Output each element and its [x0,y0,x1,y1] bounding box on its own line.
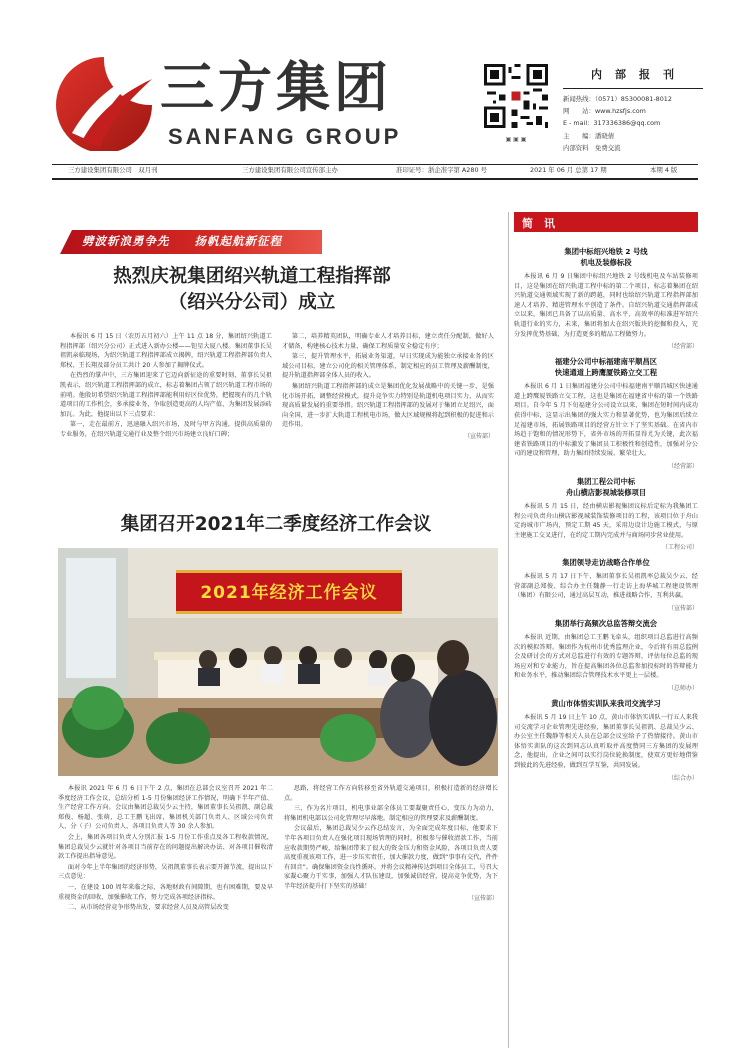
brief-body: 本报讯 6 月 1 日集团福建分公司中标福建南平顺昌城区快速通道上跨鹰厦铁路立交工程，这也是集团在福建省中标的第一个铁路项目。自今年 5 月下旬福建分公司设立以来，集团在短时间内成功获得中标，这显示出集团的强大实力和显著优势，也为集团后续立足福建市场，拓展铁路项目的经营方针立下了坚实基础。在省内市场趋于饱和的情况形势下，省外市场的开拓显得尤为关键，此次福建省铁路项目的中标激发了集团员工积极性和创造性，加强对分公司的建设和管理，助力集团持续发展、繁荣壮大。 [514,383,698,458]
article1-title-line1: 热烈庆祝集团绍兴轨道工程指挥部 [113,266,391,287]
sidebar-divider [508,212,509,1048]
brief-body: 本报讯 5 月 19 日上午 10 点，黄山市体悟实训队一行五人来我司交流学习企业管理先进经验，集团董事长吴祖凯、总裁吴少云、办公室主任魏静等相关人员在总部会议室给予了热情接待。黄山市体悟实训队的这次到同志认真听取并高度赞同三方集团的发展理念，他提出，企业之间可以实行岗位轮换制度，使双方更好地借鉴到彼此的先进经验，做到互学互鉴，共同发展。 [514,714,698,769]
meeting-photo [58,548,498,776]
article1-paragraph: 第一，走在最前方，迅速融入绍兴市场，及时与甲方沟通，提供高质量的专业服务，在绍兴轨道交通行业及整个绍兴市场建立良好口碑； [60,421,272,438]
rule-top [52,164,698,165]
brief-body: 本报讯 6 月 9 日集团中标绍兴地铁 2 号线机电及车站装修项目，这是集团在绍兴轨道工程中标的第二个项目，标志着集团在绍兴轨道交通领域实现了新的跨越，同时也给绍兴轨道工程指挥部加速人才培养、精进管理水平创造了条件。自绍兴轨道交通指挥部成立以来，集团已具备了以高质量、高水平、高效率的标准进军绍兴轨道行业的实力，未来，集团将加大在绍兴版块的挖掘和投入，充分发挥优势基础，为打造更多的精品工程做努力。 [514,273,698,338]
hotline: 新闻热线：（0571）85300081-8012 [563,95,672,103]
article1-paragraph: 第二，培养精英团队，明确专业人才培养目标，建立责任分配制，做好人才储备，构建核心技术力量，确保工程质量安全稳定有序； [282,333,494,350]
brief-item [514,698,698,782]
article1-author: （宣传部） [463,432,494,440]
brief-author: （宣传部） [667,605,698,613]
sidebar-header [514,212,698,232]
info-sponsor: 三方建设集团有限公司 双月刊 [68,166,158,174]
website: 网 站：www.hzsfjs.com [563,107,646,116]
article1-paragraph: 第三，提升管理水平，拓展业务渠道，早日实现成为能独立承接业务的区域公司目标，建立公司化的相关管理体系，制定相应的员工管理及薪酬制度，提升轨道指挥部全体人员的收入。 [282,353,494,380]
brief-body: 本报讯 5 月 15 日，经由横店影视集团议标后定标为我集团工程公司负责舟山横店影视城装饰装修项目的工程，该项目位于舟山定海城市广场内，预定工期 45 天，采用边设计边施工模式，与原主建施工交叉进行，在约定工期内完成并与商场同步营业使用。 [514,502,698,539]
article2-col1 [58,784,273,914]
article2-paragraph: 面对今年上半年集团的经济形势，吴祖凯董事长表示要开源节流，提出以下三点意见： [58,863,273,881]
brief-item [514,246,698,350]
article1-paragraph: 本报讯 6 月 15 日（农历五月初六）上午 11 点 18 分，集团绍兴轨道工程指挥部（绍兴分公司）正式进入新办公楼——钜星大厦八楼。集团董事长吴祖凯亲临现场，为绍兴轨道工程指挥部成立揭牌，绍兴轨道工程指挥部负责人郑权、王长翔及部分员工共计 20 人参加了揭牌仪式。 [60,333,272,369]
email: E - mail：317336386@qq.com [563,119,661,128]
meeting-banner-text: 2021年经济工作会议 [200,583,378,603]
article1-col1 [60,332,272,441]
brief-author: （工程公司） [661,544,698,552]
brief-author: （综合办） [667,774,698,782]
article1-paragraph: 在热烈的掌声中，三方集团迎来了它迈向新征途的重要时刻，董事长吴祖凯表示，绍兴轨道工程指挥部的成立，标志着集团占领了绍兴轨道工程市场的前哨。他殷切希望绍兴轨道工程指挥部能利用好区位优势，把握现有的几个轨道项目的工作机会，多承接业务，争取创造更高的人均产值，为集团发展添砖加瓦。为此，他提出以下三点要求： [60,372,272,418]
brief-author: （总师办） [667,685,698,693]
slogan-text: 劈波斩浪勇争先 扬帆起航新征程 [82,234,282,248]
company-logo [52,55,157,151]
article2-col2 [284,784,498,903]
article2-author: （宣传部） [467,894,498,902]
brief-body: 本报讯 5 月 17 日下午，集团董事长吴祖凯率总裁吴少云、经营部副总郑俊、综合办主任魏静一行走访上海华城工程建设管理（集团）有限公司，通过高层互动，推进战略合作，互利共赢。 [514,573,698,600]
brief-title: 集团举行高频次总监答辩交流会 [554,619,658,629]
paper-title: 内 部 报 刊 [591,68,675,81]
brief-title: 黄山市体悟实训队来我司交流学习 [551,699,661,709]
article2-paragraph: 会议最后，集团总裁吴少云作总结发言，为全面完成年度目标，他要求下半年各项目负责人在强化项目现场管理的同时，积极参与催收清款工作，当前应收款期势严峻，给集团带来了很大的资金压力和资金风险，各项目负责人要高度重视该项工作，进一步压实责任，加大催款力度，做到“事事有交代，件件有回音”。确保集团资金良性循环，并将会议精神传达到项目全体员工，号召大家凝心聚力干实事，加强人才队伍建设，加强诚信经营，提高竞争优势，为下半年经济提升打下坚实的基础！ [284,825,498,890]
qr-code: ▣ ▣ ▣ [484,64,548,146]
masthead-title-cn: 三方集团 [160,56,392,119]
info-organizer: 三方建设集团有限公司宣传部主办 [242,166,338,174]
article1-col2 [282,332,494,442]
editor: 主 编：潘晓倩 [563,131,615,140]
brief-title: 集团工程公司中标 舟山横店影视城装修项目 [565,476,647,497]
article2-paragraph: 思路，将经营工作方向转移至省外轨道交通项目，积极打造新的经济增长点。 [284,785,498,802]
masthead-info [563,66,703,154]
info-date: 2021 年 06 月 总第 17 期 [530,166,607,174]
article2-paragraph: 本报讯 2021 年 6 月 6 日下午 2 点，集团在总部会议室召开 2021 年二季度经济工作会议，总结分析 1-5 月份集团经济工作情况，明确下半年产值、生产经营工作方向。会议由集团总裁吴少云主持，集团董事长吴祖凯、副总裁郑俊、杨超、张萌，总工王鹏飞出席，集团机关部门负责人、区域公司负责人、分（子）公司负责人、各项目负责人等 30 余人参加。 [58,785,273,831]
brief-title: 福建分公司中标福建南平顺昌区 快速通道上跨鹰厦铁路立交工程 [554,357,658,378]
internal-note: 内部资料 免费交流 [563,143,621,152]
slogan-banner [60,230,322,254]
sidebar-header-label: 简 讯 [522,217,555,230]
rule-bottom [52,178,698,180]
brief-body: 本报讯 近期，由集团总工王鹏飞牵头，组织项目总监进行高频次的模拟答辩。集团作为杭州市优秀监理企业，今后将有用总监例会及研讨会的方式对总监进行有效的专题答辩，评估每位总监的现场应对和专业能力，旨在提高集团各位总监参加投标时的答辩能力和业务水平，推动集团综合管理技术水平更上一层楼。 [514,634,698,680]
article1-title [52,264,452,316]
article2-paragraph: 二、从市场经营竞争形势出发，要求经营人员及高管层改变 [67,904,229,912]
brief-author: （经营部） [667,343,698,351]
info-bar [52,166,698,177]
brief-item [514,476,698,551]
sidebar [514,212,698,782]
brief-item [514,618,698,692]
article2-paragraph: 会上，集团各项目负责人分别汇报 1-5 月份工作重点及各工程收款情况，集团总裁吴少云就针对各项目当前存在的问题提出解决办法、对各项目催收清款工作提出指导意见。 [58,833,273,861]
article1-paragraph: 集团绍兴轨道工程指挥部的成立是集团优化发展战略中的关键一步，是强化市场开拓，调整经营模式，提升竞争实力特别是轨道机电项目实力，从而实现高质量发展的重要举措。绍兴轨道工程指挥部的发展对于集团立足绍兴，面向全国，进一步扩大轨道工程机电市场，做大区域规模将起到积极的促进和示范作用。 [282,382,494,429]
article2-title: 集团召开2021年二季度经济工作会议 [120,514,432,535]
brief-title: 集团中标绍兴地铁 2 号线 机电及装修标段 [564,247,648,267]
brief-title: 集团领导走访战略合作单位 [562,558,650,568]
article2-paragraph: 三、作为名片项目，机电事业部全体员工要凝聚责任心，变压力为动力，将集团机电部以公司化管理尽早落地，制定相应的管理要求及薪酬制度。 [284,805,498,822]
article2-paragraph: 一、在建设 100 周年来临之际，各地财政有间隙期，也有困难期，要及早重视资金的回收，加强催收工作，努力完成各项经济指标。 [58,883,273,901]
masthead-title-en: SANFANG GROUP [168,124,402,149]
info-permit: 准印证号：浙企准字第 A280 号 [396,166,487,174]
brief-item [514,356,698,470]
brief-item [514,557,698,612]
info-pages: 本期 4 版 [650,166,678,174]
brief-author: （经营部） [667,462,698,470]
article1-title-line2: （绍兴分公司）成立 [168,292,336,313]
